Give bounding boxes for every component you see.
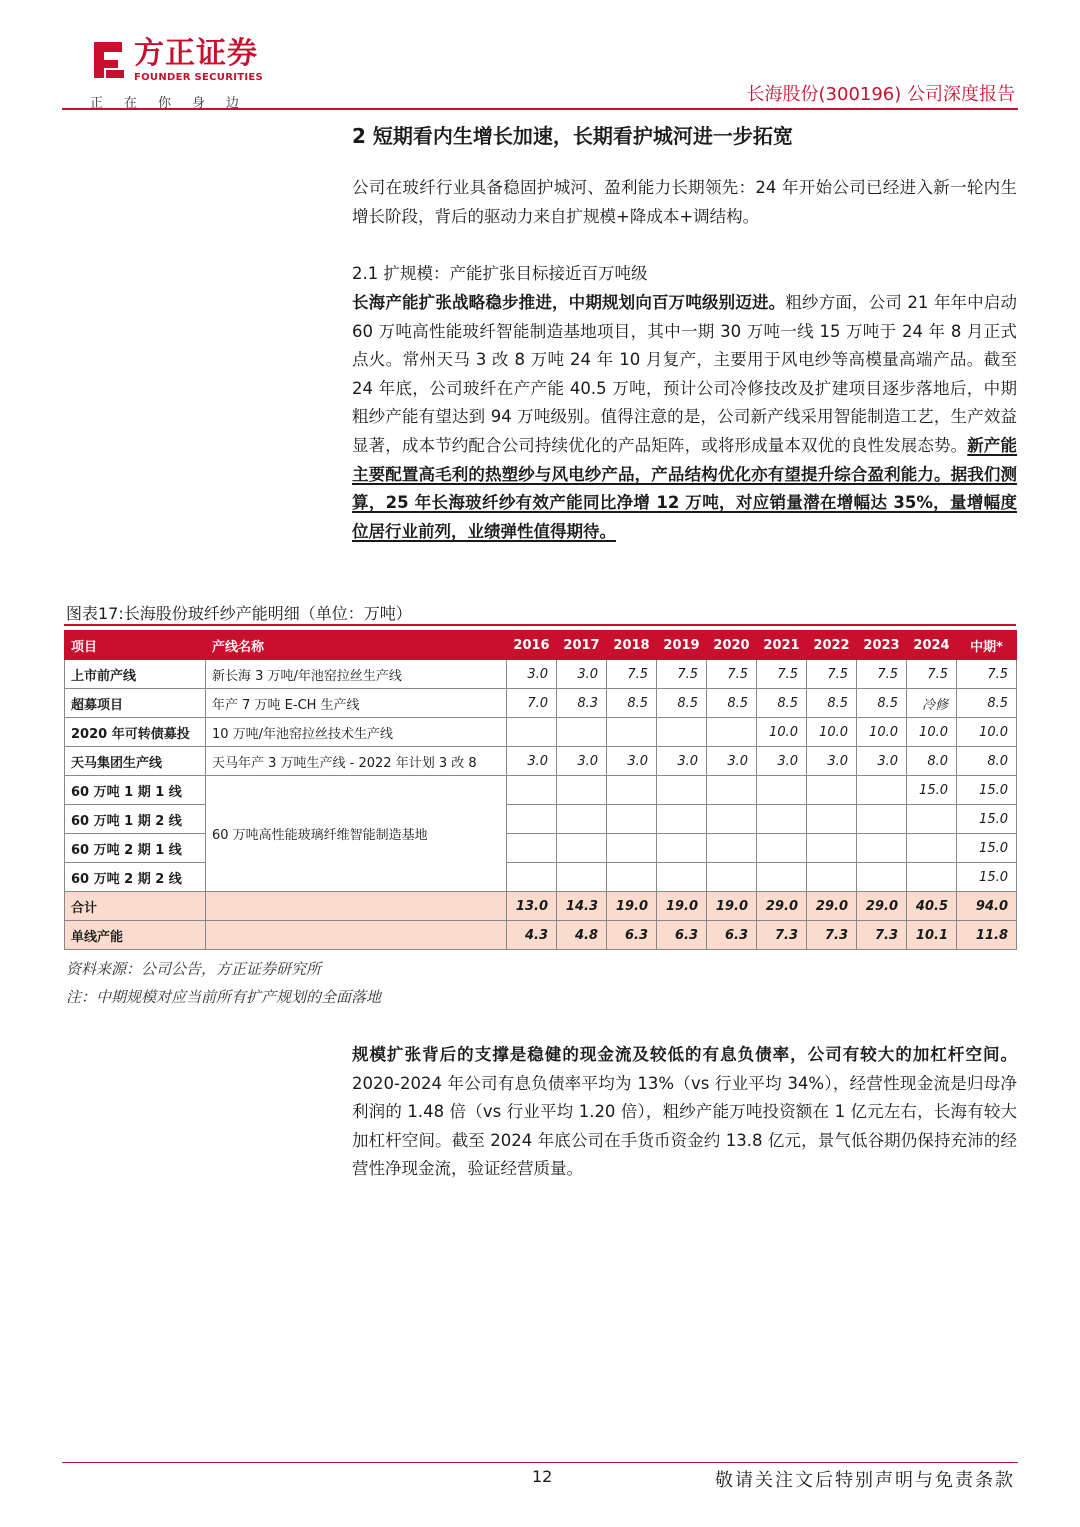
- value-cell: 3.0: [807, 747, 857, 776]
- section-heading: 2 短期看内生增长加速，长期看护城河进一步拓宽: [352, 124, 793, 148]
- value-cell: 7.3: [857, 921, 907, 950]
- total-row: [65, 892, 1017, 921]
- value-cell: [707, 718, 757, 747]
- value-cell: [607, 776, 657, 805]
- intro-paragraph: 公司在玻纤行业具备稳固护城河、盈利能力长期领先：24 年开始公司已经进入新一轮内生增长阶段，背后的驱动力来自扩规模+降成本+调结构。: [352, 178, 1017, 226]
- value-cell: [507, 776, 557, 805]
- value-cell: [907, 805, 957, 834]
- value-cell: [607, 718, 657, 747]
- footer-disclaimer: 敬请关注文后特别声明与免责条款: [715, 1470, 1015, 1491]
- value-cell: 40.5: [907, 892, 957, 921]
- table-footnote: 注：中期规模对应当前所有扩产规划的全面落地: [66, 988, 382, 1006]
- value-cell: 7.3: [807, 921, 857, 950]
- row-name: 天马集团生产线: [65, 747, 206, 776]
- value-cell: [607, 863, 657, 892]
- value-cell: 15.0: [957, 863, 1017, 892]
- table-top-rule: [64, 624, 1016, 626]
- value-cell: [857, 863, 907, 892]
- value-cell: 19.0: [607, 892, 657, 921]
- value-cell: 19.0: [707, 892, 757, 921]
- table-caption: 图表17:长海股份玻纤纱产能明细（单位：万吨）: [66, 604, 412, 623]
- value-cell: [907, 863, 957, 892]
- value-cell: 8.5: [807, 689, 857, 718]
- col-header: 2023: [857, 631, 907, 660]
- logo-english-name: FOUNDER SECURITIES: [134, 72, 264, 83]
- value-cell: [507, 834, 557, 863]
- value-cell: 7.5: [607, 660, 657, 689]
- col-header: 2019: [657, 631, 707, 660]
- page-number: 12: [532, 1467, 553, 1486]
- value-cell: [557, 776, 607, 805]
- value-cell: 8.3: [557, 689, 607, 718]
- row-name: 60 万吨 2 期 1 线: [65, 834, 206, 863]
- table-source: 资料来源：公司公告，方正证券研究所: [66, 960, 322, 978]
- value-cell: 10.0: [757, 718, 807, 747]
- value-cell: 29.0: [857, 892, 907, 921]
- col-header: 项目: [65, 631, 206, 660]
- value-cell: 10.0: [857, 718, 907, 747]
- value-cell: 94.0: [957, 892, 1017, 921]
- subsection-heading: 2.1 扩规模：产能扩张目标接近百万吨级: [352, 264, 648, 283]
- value-cell: [557, 718, 607, 747]
- value-cell: 7.5: [857, 660, 907, 689]
- row-line: 年产 7 万吨 E-CH 生产线: [206, 689, 507, 718]
- row-name: 60 万吨 1 期 1 线: [65, 776, 206, 805]
- value-cell: 10.0: [807, 718, 857, 747]
- value-cell: 3.0: [757, 747, 807, 776]
- value-cell: 8.5: [707, 689, 757, 718]
- value-cell: [707, 776, 757, 805]
- support-lead: 规模扩张背后的支撑是稳健的现金流及较低的有息负债率，公司有较大的加杠杆空间。: [352, 1045, 1017, 1064]
- value-cell: 8.5: [857, 689, 907, 718]
- report-title: 长海股份(300196) 公司深度报告: [746, 84, 1015, 105]
- value-cell: [507, 863, 557, 892]
- value-cell: 15.0: [907, 776, 957, 805]
- table-row: [65, 660, 1017, 689]
- merged-line-cell: 60 万吨高性能玻璃纤维智能制造基地: [206, 776, 507, 892]
- value-cell: 3.0: [507, 747, 557, 776]
- founder-logo-icon: [88, 38, 128, 80]
- value-cell: [657, 718, 707, 747]
- empty-cell: [206, 921, 507, 950]
- value-cell: [657, 805, 707, 834]
- value-cell: 15.0: [957, 805, 1017, 834]
- value-cell: [857, 834, 907, 863]
- value-cell: [657, 776, 707, 805]
- value-cell: 7.5: [807, 660, 857, 689]
- value-cell: [707, 805, 757, 834]
- value-cell: [757, 863, 807, 892]
- value-cell: 3.0: [557, 747, 607, 776]
- col-header: 2024: [907, 631, 957, 660]
- table-header-row: [65, 631, 1017, 660]
- col-header: 2017: [557, 631, 607, 660]
- value-cell: 3.0: [607, 747, 657, 776]
- value-cell: [807, 805, 857, 834]
- value-cell: [907, 834, 957, 863]
- value-cell: 7.5: [657, 660, 707, 689]
- value-cell: 3.0: [657, 747, 707, 776]
- row-line: 10 万吨/年池窑拉丝技术生产线: [206, 718, 507, 747]
- table-row: [65, 718, 1017, 747]
- value-cell: 19.0: [657, 892, 707, 921]
- row-name: 上市前产线: [65, 660, 206, 689]
- row-name: 60 万吨 1 期 2 线: [65, 805, 206, 834]
- value-cell: 10.0: [957, 718, 1017, 747]
- value-cell: [557, 805, 607, 834]
- value-cell: 3.0: [557, 660, 607, 689]
- value-cell: 15.0: [957, 834, 1017, 863]
- value-cell: [857, 776, 907, 805]
- empty-cell: [206, 892, 507, 921]
- col-header: 2021: [757, 631, 807, 660]
- capacity-conclusion: 新产能主要配置高毛利的热塑纱与风电纱产品，产品结构优化亦有望提升综合盈利能力。据我们测算，25 年长海玻纤纱有效产能同比净增 12 万吨，对应销量潜在增幅达 35%，量增幅度位居行业前列，业绩弹性值得期待。: [352, 435, 1018, 541]
- value-cell: 8.0: [957, 747, 1017, 776]
- value-cell: 8.5: [757, 689, 807, 718]
- row-line: 新长海 3 万吨/年池窑拉丝生产线: [206, 660, 507, 689]
- value-cell: [507, 718, 557, 747]
- value-cell: 10.1: [907, 921, 957, 950]
- capacity-paragraph: [352, 289, 1017, 546]
- col-header: 产线名称: [206, 631, 507, 660]
- value-cell: 15.0: [957, 776, 1017, 805]
- value-cell: 29.0: [757, 892, 807, 921]
- col-header: 2022: [807, 631, 857, 660]
- logo-chinese-name: 方正证券: [134, 36, 258, 71]
- value-cell: 13.0: [507, 892, 557, 921]
- value-cell: 7.0: [507, 689, 557, 718]
- value-cell: 7.5: [757, 660, 807, 689]
- row-name: 2020 年可转债募投: [65, 718, 206, 747]
- company-logo: [88, 36, 262, 84]
- value-cell: 7.5: [957, 660, 1017, 689]
- value-cell: [807, 776, 857, 805]
- value-cell: 3.0: [707, 747, 757, 776]
- table-row: [65, 776, 1017, 805]
- value-cell: [807, 834, 857, 863]
- value-cell: 7.3: [757, 921, 807, 950]
- value-cell: [807, 863, 857, 892]
- value-cell: [757, 805, 807, 834]
- value-cell: 8.5: [657, 689, 707, 718]
- header-divider: [62, 108, 1018, 110]
- capacity-lead: 长海产能扩张战略稳步推进，中期规划向百万吨级别迈进。: [352, 293, 786, 312]
- row-name: 单线产能: [65, 921, 206, 950]
- value-cell: 8.5: [607, 689, 657, 718]
- value-cell: 8.0: [907, 747, 957, 776]
- col-header: 2020: [707, 631, 757, 660]
- value-cell: 6.3: [657, 921, 707, 950]
- value-cell: [507, 805, 557, 834]
- value-cell: 4.8: [557, 921, 607, 950]
- capacity-body: 粗纱方面，公司 21 年年中启动 60 万吨高性能玻纤智能制造基地项目，其中一期 30 万吨一线 15 万吨于 24 年 8 月正式点火。常州天马 3 改 8 万吨 24 年 10 月复产，主要用于风电纱等高模量高端产品。截至 24 年底，公司玻纤在产产能 40.5 万吨，预计公司冷修技改及扩建项目逐步落地后，中期粗纱产能有望达到 94 万吨级别。值得注意的是，公司新产线采用智能制造工艺，生产效益显著，成本节约配合公司持续优化的产品矩阵，或将形成量本双优的良性发展态势。: [352, 293, 1017, 455]
- row-name: 超募项目: [65, 689, 206, 718]
- row-name: 合计: [65, 892, 206, 921]
- col-header: 2018: [607, 631, 657, 660]
- row-line: 天马年产 3 万吨生产线 - 2022 年计划 3 改 8: [206, 747, 507, 776]
- value-cell: 7.5: [707, 660, 757, 689]
- slogan: 正在你身边: [90, 96, 261, 111]
- value-cell: 冷修: [907, 689, 957, 718]
- value-cell: 7.5: [907, 660, 957, 689]
- value-cell: 11.8: [957, 921, 1017, 950]
- value-cell: [757, 776, 807, 805]
- value-cell: 3.0: [857, 747, 907, 776]
- value-cell: [857, 805, 907, 834]
- value-cell: [557, 834, 607, 863]
- footer-divider: [62, 1462, 1018, 1463]
- value-cell: [557, 863, 607, 892]
- value-cell: [607, 834, 657, 863]
- value-cell: 29.0: [807, 892, 857, 921]
- value-cell: [757, 834, 807, 863]
- value-cell: [607, 805, 657, 834]
- value-cell: [707, 834, 757, 863]
- table-row: [65, 747, 1017, 776]
- row-name: 60 万吨 2 期 2 线: [65, 863, 206, 892]
- value-cell: 4.3: [507, 921, 557, 950]
- value-cell: [657, 834, 707, 863]
- value-cell: 14.3: [557, 892, 607, 921]
- col-header: 2016: [507, 631, 557, 660]
- value-cell: 10.0: [907, 718, 957, 747]
- value-cell: [657, 863, 707, 892]
- value-cell: 8.5: [957, 689, 1017, 718]
- table-row: [65, 689, 1017, 718]
- support-paragraph: [352, 1041, 1017, 1184]
- value-cell: 6.3: [707, 921, 757, 950]
- value-cell: 3.0: [507, 660, 557, 689]
- col-header: 中期*: [957, 631, 1017, 660]
- support-body: 2020-2024 年公司有息负债率平均为 13%（vs 行业平均 34%），经营性现金流是归母净利润的 1.48 倍（vs 行业平均 1.20 倍），粗纱产能万吨投资额在 1 亿元左右，长海有较大加杠杆空间。截至 2024 年底公司在手货币资金约 13.8 亿元，景气低谷期仍保持充沛的经营性净现金流，验证经营质量。: [352, 1073, 1017, 1179]
- value-cell: [707, 863, 757, 892]
- capacity-table: [64, 630, 1017, 950]
- per-line-row: [65, 921, 1017, 950]
- value-cell: 6.3: [607, 921, 657, 950]
